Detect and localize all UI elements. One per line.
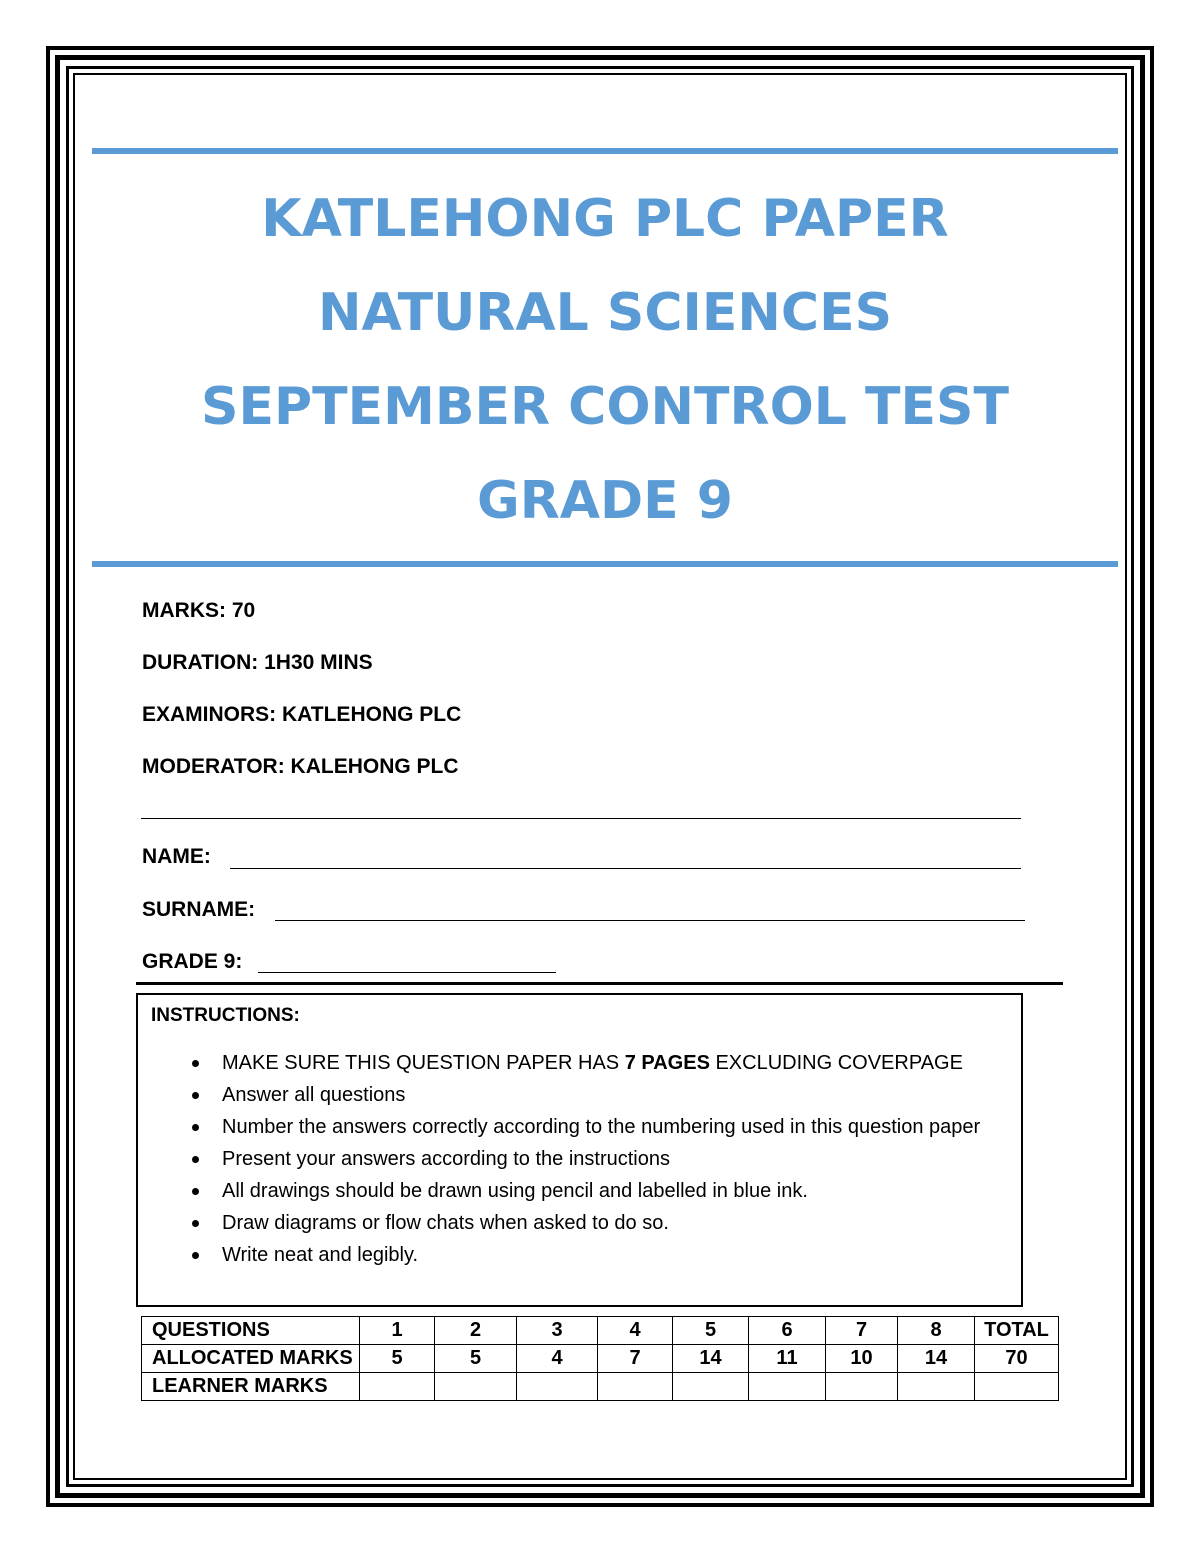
learner-mark-cell[interactable]: [673, 1373, 749, 1401]
instruction-item: Answer all questions: [222, 1079, 1007, 1111]
question-number: 2: [435, 1317, 517, 1345]
allocated-mark: 14: [898, 1345, 975, 1373]
name-field[interactable]: [230, 868, 1021, 869]
allocated-mark: 5: [435, 1345, 517, 1373]
row-label-questions: QUESTIONS: [142, 1317, 360, 1345]
learner-mark-cell[interactable]: [749, 1373, 826, 1401]
instruction-item: Number the answers correctly according to the numbering used in this question paper: [222, 1111, 1007, 1143]
title-bottom-rule: [92, 561, 1118, 567]
title-line-4: GRADE 9: [477, 471, 733, 531]
learner-mark-cell[interactable]: [360, 1373, 435, 1401]
learner-mark-cell[interactable]: [898, 1373, 975, 1401]
title-line-2: NATURAL SCIENCES: [317, 283, 893, 343]
instruction-item: Present your answers according to the instructions: [222, 1143, 1007, 1175]
instruction-item: All drawings should be drawn using pencil and labelled in blue ink.: [222, 1175, 1007, 1207]
grade-field[interactable]: [258, 972, 556, 973]
surname-label: SURNAME:: [142, 898, 256, 921]
duration-info: DURATION: 1H30 MINS: [142, 651, 373, 674]
instructions-top-rule: [136, 982, 1063, 985]
allocated-mark: 14: [673, 1345, 749, 1373]
surname-field[interactable]: [275, 920, 1025, 921]
question-number: 8: [898, 1317, 975, 1345]
separator-line: [141, 818, 1021, 819]
instructions-list: [138, 1047, 1021, 1271]
instructions-box: [136, 993, 1023, 1307]
instructions-title: INSTRUCTIONS:: [151, 1005, 300, 1026]
allocated-mark: 7: [598, 1345, 673, 1373]
total-header: TOTAL: [975, 1317, 1059, 1345]
allocated-mark: 5: [360, 1345, 435, 1373]
learner-mark-cell[interactable]: [517, 1373, 598, 1401]
learner-mark-cell[interactable]: [435, 1373, 517, 1401]
allocated-mark: 10: [826, 1345, 898, 1373]
question-number: 6: [749, 1317, 826, 1345]
title-line-3: SEPTEMBER CONTROL TEST: [201, 377, 1009, 437]
learner-mark-cell[interactable]: [826, 1373, 898, 1401]
question-number: 7: [826, 1317, 898, 1345]
question-number: 1: [360, 1317, 435, 1345]
allocated-mark: 4: [517, 1345, 598, 1373]
row-label-allocated: ALLOCATED MARKS: [142, 1345, 360, 1373]
row-label-learner: LEARNER MARKS: [142, 1373, 360, 1401]
moderator-info: MODERATOR: KALEHONG PLC: [142, 755, 459, 778]
title-block: [92, 172, 1118, 548]
name-label: NAME:: [142, 845, 211, 868]
examiners-info: EXAMINORS: KATLEHONG PLC: [142, 703, 462, 726]
question-number: 4: [598, 1317, 673, 1345]
marks-table: [141, 1316, 1059, 1401]
title-line-1: KATLEHONG PLC PAPER: [261, 189, 949, 249]
title-top-rule: [92, 148, 1118, 154]
question-number: 5: [673, 1317, 749, 1345]
allocated-mark: 11: [749, 1345, 826, 1373]
learner-mark-cell[interactable]: [598, 1373, 673, 1401]
table-row: [142, 1317, 1059, 1345]
instruction-item: MAKE SURE THIS QUESTION PAPER HAS 7 PAGES EXCLUDING COVERPAGE: [222, 1047, 1007, 1079]
grade-label: GRADE 9:: [142, 950, 243, 973]
marks-info: MARKS: 70: [142, 599, 256, 622]
instruction-item: Write neat and legibly.: [222, 1239, 1007, 1271]
total-mark: 70: [975, 1345, 1059, 1373]
question-number: 3: [517, 1317, 598, 1345]
learner-total-cell[interactable]: [975, 1373, 1059, 1401]
table-row: [142, 1345, 1059, 1373]
instruction-item: Draw diagrams or flow chats when asked to do so.: [222, 1207, 1007, 1239]
table-row: [142, 1373, 1059, 1401]
